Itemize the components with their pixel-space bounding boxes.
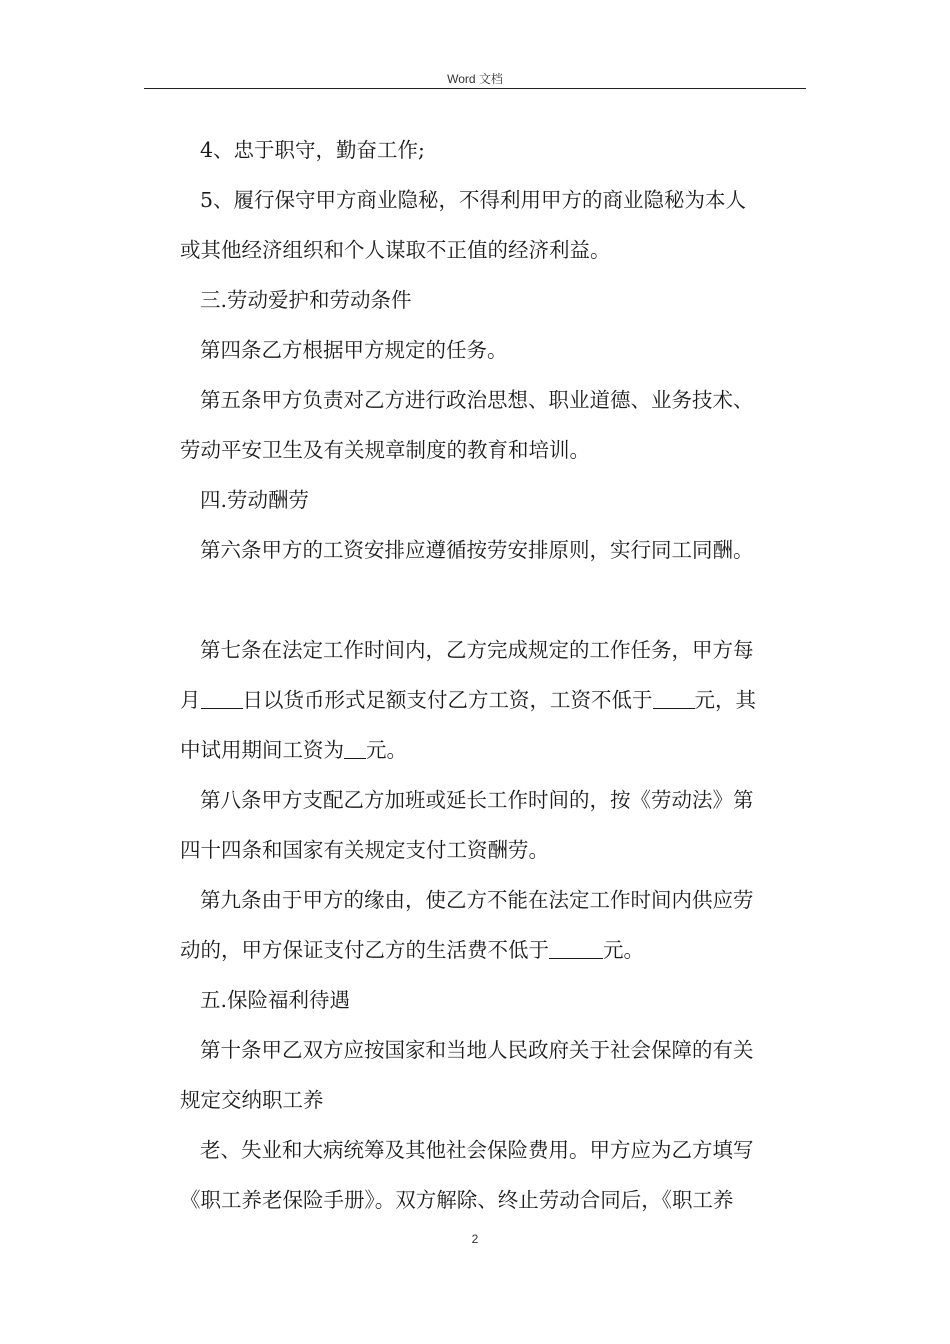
article-5: 第五条甲方负责对乙方进行政治思想、职业道德、业务技术、 xyxy=(200,388,754,412)
article-8: 第八条甲方支配乙方加班或延长工作时间的，按《劳动法》第 xyxy=(200,788,754,812)
article-7: 第七条在法定工作时间内，乙方完成规定的工作任务，甲方每 xyxy=(200,638,754,662)
section-heading-4: 四.劳动酬劳 xyxy=(200,488,310,512)
article-6: 第六条甲方的工资安排应遵循按劳安排原则，实行同工同酬。 xyxy=(200,538,754,562)
article-4: 第四条乙方根据甲方规定的任务。 xyxy=(200,338,508,362)
article-7-cont-2 xyxy=(180,737,820,763)
page-header: Word 文档 xyxy=(447,72,503,86)
article-10: 第十条甲乙双方应按国家和当地人民政府关于社会保障的有关 xyxy=(200,1038,754,1062)
text-segment: 元。 xyxy=(603,938,644,962)
text-segment: 日以货币形式足额支付乙方工资，工资不低于 xyxy=(242,688,653,712)
text-segment: 元，其 xyxy=(694,688,756,712)
article-7-cont xyxy=(180,687,820,713)
page-number: 2 xyxy=(471,1232,479,1246)
header-divider xyxy=(144,88,806,89)
section-heading-5: 五.保险福利待遇 xyxy=(200,988,351,1012)
article-5-cont: 劳动平安卫生及有关规章制度的教育和培训。 xyxy=(180,438,590,462)
article-10-cont: 规定交纳职工养 xyxy=(180,1088,324,1112)
article-9-cont xyxy=(180,937,820,963)
fill-blank xyxy=(344,740,366,759)
text-segment: 动的，甲方保证支付乙方的生活费不低于 xyxy=(180,938,549,962)
clause-4: 4、忠于职守，勤奋工作; xyxy=(200,138,425,162)
article-10-cont-3: 《职工养老保险手册》。双方解除、终止劳动合同后，《职工养 xyxy=(180,1188,734,1212)
text-segment: 月 xyxy=(180,688,201,712)
article-9: 第九条由于甲方的缘由，使乙方不能在法定工作时间内供应劳 xyxy=(200,888,754,912)
fill-blank xyxy=(653,690,695,709)
article-8-cont: 四十四条和国家有关规定支付工资酬劳。 xyxy=(180,838,549,862)
fill-blank xyxy=(201,690,243,709)
text-segment: 中试用期间工资为 xyxy=(180,738,344,762)
clause-5-cont: 或其他经济组织和个人谋取不正值的经济利益。 xyxy=(180,238,611,262)
text-segment: 元。 xyxy=(366,738,407,762)
section-heading-3: 三.劳动爱护和劳动条件 xyxy=(200,288,412,312)
clause-5: 5、履行保守甲方商业隐秘，不得利用甲方的商业隐秘为本人 xyxy=(200,188,747,212)
fill-blank xyxy=(549,940,603,959)
article-10-cont-2: 老、失业和大病统筹及其他社会保险费用。甲方应为乙方填写 xyxy=(200,1138,754,1162)
